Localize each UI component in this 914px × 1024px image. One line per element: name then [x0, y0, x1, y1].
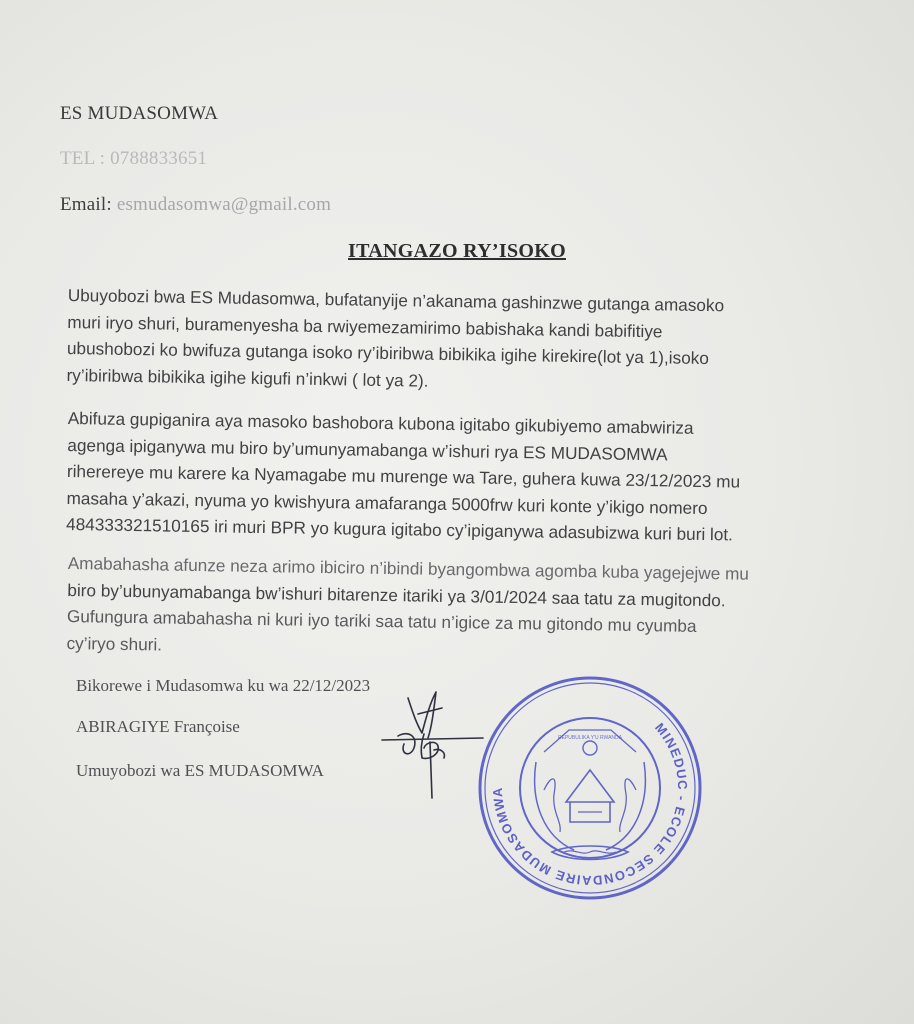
telephone-line: TEL : 0788833651 — [60, 148, 208, 169]
paragraph-line: Ubuyobozi bwa ES Mudasomwa, bufatanyije n’akanama gashinzwe gutanga amasoko — [67, 284, 725, 316]
stamp-ring-text: MINEDUC - ECOLE SECONDAIRE MUDASOMWA — [489, 720, 691, 889]
paragraph-line: Amabahasha afunze neza arimo ibiciro n’ibindi byangombwa agomba kuba yagejejwe mu — [67, 552, 750, 584]
paragraph-line: ubushobozi ko bwifuza gutanga isoko ry’ibiribwa bibikika igihe kirekire(lot ya 1),isoko — [66, 337, 710, 369]
paragraph-line: riherereye mu karere ka Nyamagabe mu murenge wa Tare, guhera kuwa 23/12/2023 mu — [66, 460, 741, 492]
signatory-role: Umuyobozi wa ES MUDASOMWA — [76, 761, 324, 780]
svg-text:MINEDUC - ECOLE SECONDAIRE MUD — [490, 720, 690, 888]
paragraph-line: masaha y’akazi, nyuma yo kwishyura amafaranga 5000frw kuri konte y’ikigo nomero — [66, 487, 708, 518]
paragraph-line: ry’ibiribwa bibikika igihe kigufi n’inkwi ( lot ya 2). — [66, 364, 429, 391]
paragraph-line: 484333321510165 iri muri BPR yo kugura igitabo cy’ipiganywa adasubizwa kuri buri lot. — [65, 513, 734, 545]
paragraph-2 — [66, 405, 868, 550]
signoff-date: Bikorewe i Mudasomwa ku wa 22/12/2023 — [76, 676, 371, 695]
handwritten-signature — [378, 678, 488, 803]
paragraph-line: Abifuza gupiganira aya masoko bashobora kubona igitabo gikubiyemo amabwiriza — [67, 407, 694, 438]
paragraph-1 — [66, 282, 868, 401]
paragraph-line: muri iryo shuri, buramenyesha ba rwiyemezamirimo babishaka kandi babifitiye — [67, 311, 663, 341]
official-stamp — [474, 672, 706, 904]
stamp-inner-text: REPUBULIKA Y'U RWANDA — [558, 735, 622, 741]
email-address: esmudasomwa@gmail.com — [116, 194, 332, 215]
email-label: Email: — [60, 194, 112, 215]
paragraph-line: Gufungura amabahasha ni kuri iyo tariki saa tatu n’igice za mu gitondo mu cyumba — [66, 605, 697, 636]
paragraph-line: agenga ipiganywa mu biro by’umunyamabanga w’ishuri rya ES MUDASOMWA — [67, 434, 668, 464]
document-title: ITANGAZO RY’ISOKO — [348, 240, 566, 262]
paragraph-3 — [66, 550, 868, 669]
paragraph-line: cy’iryo shuri. — [66, 632, 163, 654]
school-name-header: ES MUDASOMWA — [60, 103, 219, 124]
email-line — [60, 194, 331, 216]
signatory-name: ABIRAGIYE Françoise — [76, 717, 240, 736]
paragraph-line: biro by’ubunyamabanga bw’ishuri bitarenze itariki ya 3/01/2024 saa tatu za mugitondo. — [67, 579, 726, 610]
